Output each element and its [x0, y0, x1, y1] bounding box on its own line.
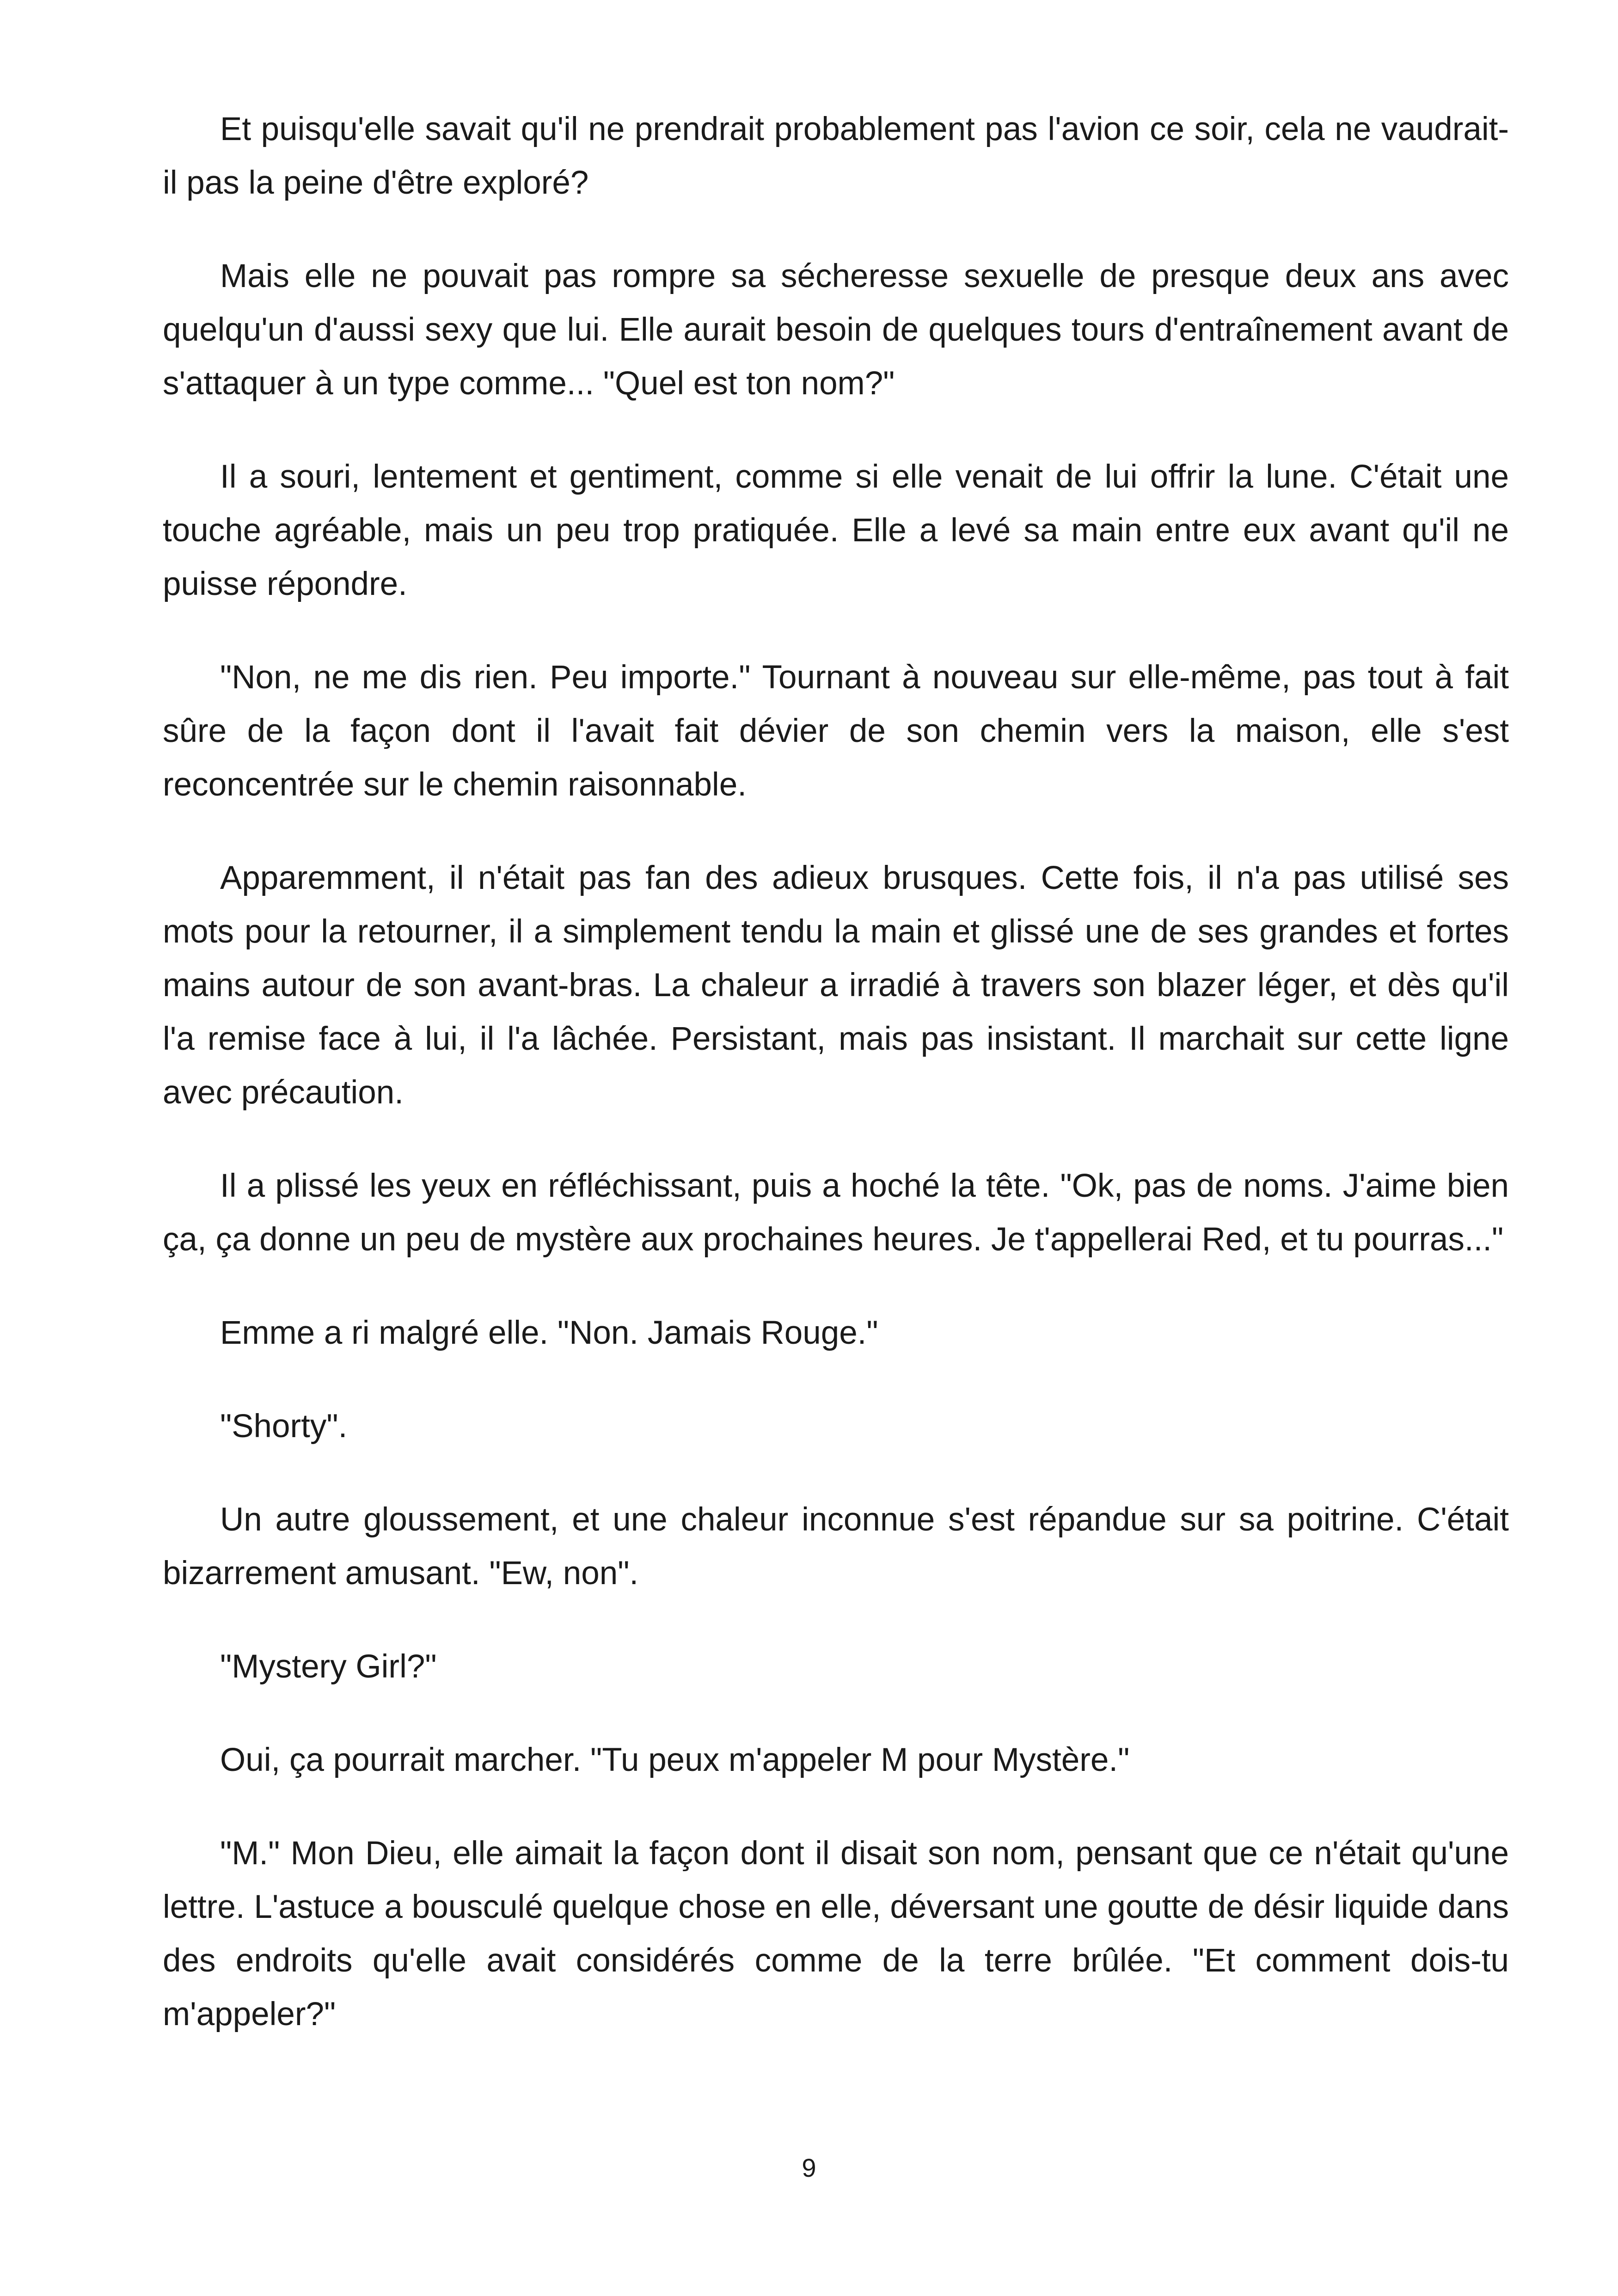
paragraph: "Non, ne me dis rien. Peu importe." Tournant à nouveau sur elle-même, pas tout à fait sûre de la façon dont il l'avait fait dévier de son chemin vers la maison, elle s'est reconcentrée sur le chemin raisonnable.	[163, 659, 1509, 803]
paragraph: Et puisqu'elle savait qu'il ne prendrait probablement pas l'avion ce soir, cela ne vaudrait-il pas la peine d'être exploré?	[163, 111, 1509, 201]
paragraph: Il a souri, lentement et gentiment, comme si elle venait de lui offrir la lune. C'était une touche agréable, mais un peu trop pratiquée. Elle a levé sa main entre eux avant qu'il ne puisse répondre.	[163, 459, 1509, 602]
paragraph: Un autre gloussement, et une chaleur inconnue s'est répandue sur sa poitrine. C'était bizarrement amusant. "Ew, non".	[163, 1501, 1509, 1592]
paragraph: "Mystery Girl?"	[220, 1648, 437, 1685]
paragraph: Emme a ri malgré elle. "Non. Jamais Rouge."	[220, 1315, 878, 1351]
page-number: 9	[802, 2153, 816, 2182]
paragraph: "Shorty".	[220, 1408, 348, 1445]
paragraph: "M." Mon Dieu, elle aimait la façon dont il disait son nom, pensant que ce n'était qu'une lettre. L'astuce a bousculé quelque chose en elle, déversant une goutte de désir liquide dans des endroits qu'elle avait considérés comme de la terre brûlée. "Et comment dois-tu m'appeler?"	[163, 1835, 1509, 2033]
paragraph: Oui, ça pourrait marcher. "Tu peux m'appeler M pour Mystère."	[220, 1742, 1130, 1778]
paragraph: Mais elle ne pouvait pas rompre sa sécheresse sexuelle de presque deux ans avec quelqu'un d'aussi sexy que lui. Elle aurait besoin de quelques tours d'entraînement avant de s'attaquer à un type comme... "Quel est ton nom?"	[163, 258, 1509, 402]
paragraph: Apparemment, il n'était pas fan des adieux brusques. Cette fois, il n'a pas utilisé ses mots pour la retourner, il a simplement tendu la main et glissé une de ses grandes et fortes mains autour de son avant-bras. La chaleur a irradié à travers son blazer léger, et dès qu'il l'a remise face à lui, il l'a lâchée. Persistant, mais pas insistant. Il marchait sur cette ligne avec précaution.	[163, 860, 1509, 1111]
paragraph: Il a plissé les yeux en réfléchissant, puis a hoché la tête. "Ok, pas de noms. J'aime bien ça, ça donne un peu de mystère aux prochaines heures. Je t'appellerai Red, et tu pourras..."	[163, 1168, 1509, 1258]
body-text	[163, 103, 1509, 2081]
